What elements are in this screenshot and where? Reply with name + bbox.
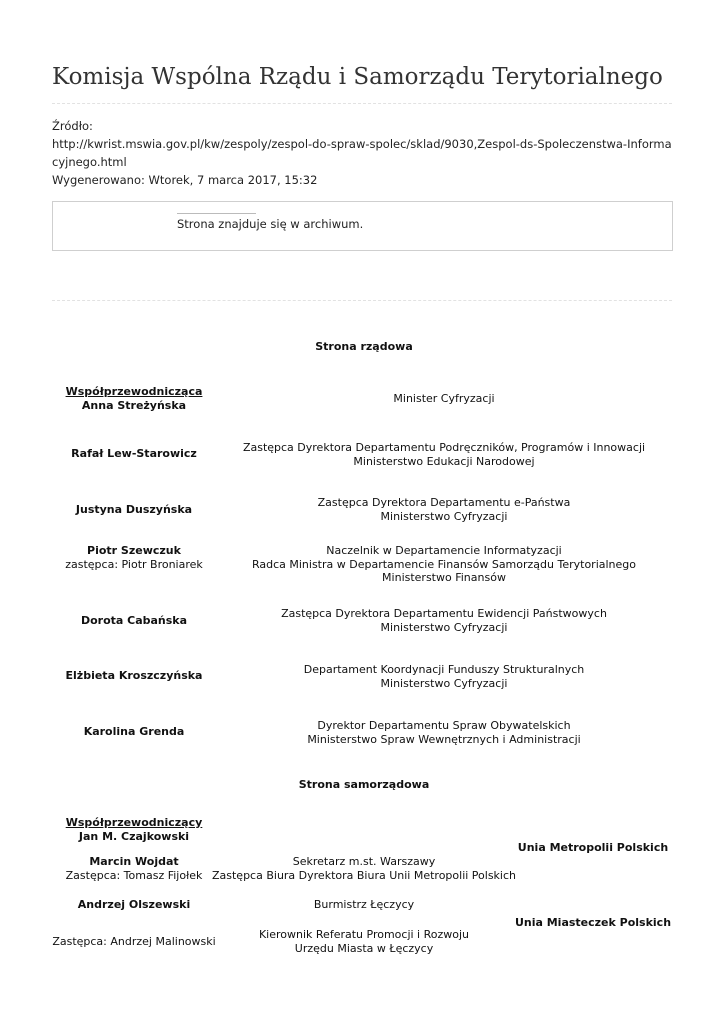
member-name-block xyxy=(44,614,224,628)
desc-line: Kierownik Referatu Promocji i Rozwoju xyxy=(258,928,470,941)
member-name-block xyxy=(44,669,224,683)
member-name-block xyxy=(44,503,224,517)
member-name: Anna Streżyńska xyxy=(81,398,187,412)
member-name: Piotr Szewczuk xyxy=(87,544,181,557)
member-desc: Burmistrz Łęczycy xyxy=(313,898,415,911)
desc-line: Zastępca Dyrektora Departamentu Ewidencji Państwowych xyxy=(281,607,607,620)
member-role: Współprzewodnicząca xyxy=(65,385,203,398)
member-name-block xyxy=(44,385,224,412)
desc-line: Ministerstwo Spraw Wewnętrznych i Administracji xyxy=(307,732,581,746)
cochair-role: Współprzewodniczący xyxy=(65,816,203,829)
member-name: Karolina Grenda xyxy=(83,725,185,738)
desc-line: Ministerstwo Cyfryzacji xyxy=(380,620,508,634)
desc-line: Naczelnik w Departamencie Informatyzacji xyxy=(326,544,562,557)
member-name-block xyxy=(44,725,224,739)
desc-line: Zastępca Dyrektora Departamentu Podręczników, Programów i Innowacji xyxy=(242,441,646,454)
member-name-block xyxy=(44,544,224,571)
member-desc xyxy=(234,544,654,585)
desc-line: Zastępca Dyrektora Departamentu e-Państwa xyxy=(317,496,571,509)
source-url[interactable]: http://kwrist.mswia.gov.pl/kw/zespoly/zespol-do-spraw-spolec/sklad/9030,Zespol-ds-Spoleczenstwa-Informacyjnego.html xyxy=(52,137,672,169)
member-deputy: Zastępca: Andrzej Malinowski xyxy=(52,935,216,948)
header-divider xyxy=(52,103,672,104)
cochair-name: Jan M. Czajkowski xyxy=(78,829,190,843)
member-desc xyxy=(234,607,654,634)
member-name: Andrzej Olszewski xyxy=(77,898,191,911)
member-name: Elżbieta Kroszczyńska xyxy=(65,669,203,682)
member-desc xyxy=(154,928,574,955)
archive-rule xyxy=(177,213,256,214)
member-name: Marcin Wojdat xyxy=(89,855,179,868)
org-name: Unia Metropolii Polskich xyxy=(517,841,669,854)
government-heading: Strona rządowa xyxy=(315,340,413,353)
member-desc xyxy=(234,663,654,690)
member-name: Dorota Cabańska xyxy=(80,614,188,627)
desc-line: Dyrektor Departamentu Spraw Obywatelskich xyxy=(317,719,571,732)
member-desc xyxy=(234,496,654,523)
member-name: Justyna Duszyńska xyxy=(75,503,193,516)
org-name: Unia Miasteczek Polskich xyxy=(514,916,672,929)
desc-line: Radca Ministra w Departamencie Finansów Samorządu Terytorialnego xyxy=(251,557,637,571)
desc-line: Sekretarz m.st. Warszawy xyxy=(292,855,436,868)
member-name-block xyxy=(44,447,224,461)
desc-line: Ministerstwo Edukacji Narodowej xyxy=(353,454,535,468)
member-desc xyxy=(234,719,654,746)
member-name: Rafał Lew-Starowicz xyxy=(71,447,197,460)
generated-date: Wygenerowano: Wtorek, 7 marca 2017, 15:32 xyxy=(52,173,318,187)
member-desc xyxy=(154,855,574,882)
member-desc xyxy=(234,441,654,468)
page-meta xyxy=(52,117,672,189)
member-deputy: Zastępca: Tomasz Fijołek xyxy=(65,868,203,882)
content-divider xyxy=(52,300,672,301)
desc-line: Zastępca Biura Dyrektora Biura Unii Metropolii Polskich xyxy=(211,868,517,882)
member-deputy: zastępca: Piotr Broniarek xyxy=(65,557,203,571)
desc-line: Ministerstwo Cyfryzacji xyxy=(380,509,508,523)
desc-line: Urzędu Miasta w Łęczycy xyxy=(294,941,434,955)
member-desc xyxy=(234,392,654,406)
source-label: Źródło: xyxy=(52,119,93,133)
desc-line: Ministerstwo Cyfryzacji xyxy=(380,676,508,690)
cochair-block xyxy=(44,816,224,843)
desc-line: Minister Cyfryzacji xyxy=(393,392,495,405)
page-title: Komisja Wspólna Rządu i Samorządu Terytorialnego xyxy=(52,64,663,90)
desc-line: Departament Koordynacji Funduszy Strukturalnych xyxy=(303,663,585,676)
local-heading: Strona samorządowa xyxy=(298,778,430,791)
archive-message: Strona znajduje się w archiwum. xyxy=(177,217,364,231)
desc-line: Ministerstwo Finansów xyxy=(382,571,506,584)
